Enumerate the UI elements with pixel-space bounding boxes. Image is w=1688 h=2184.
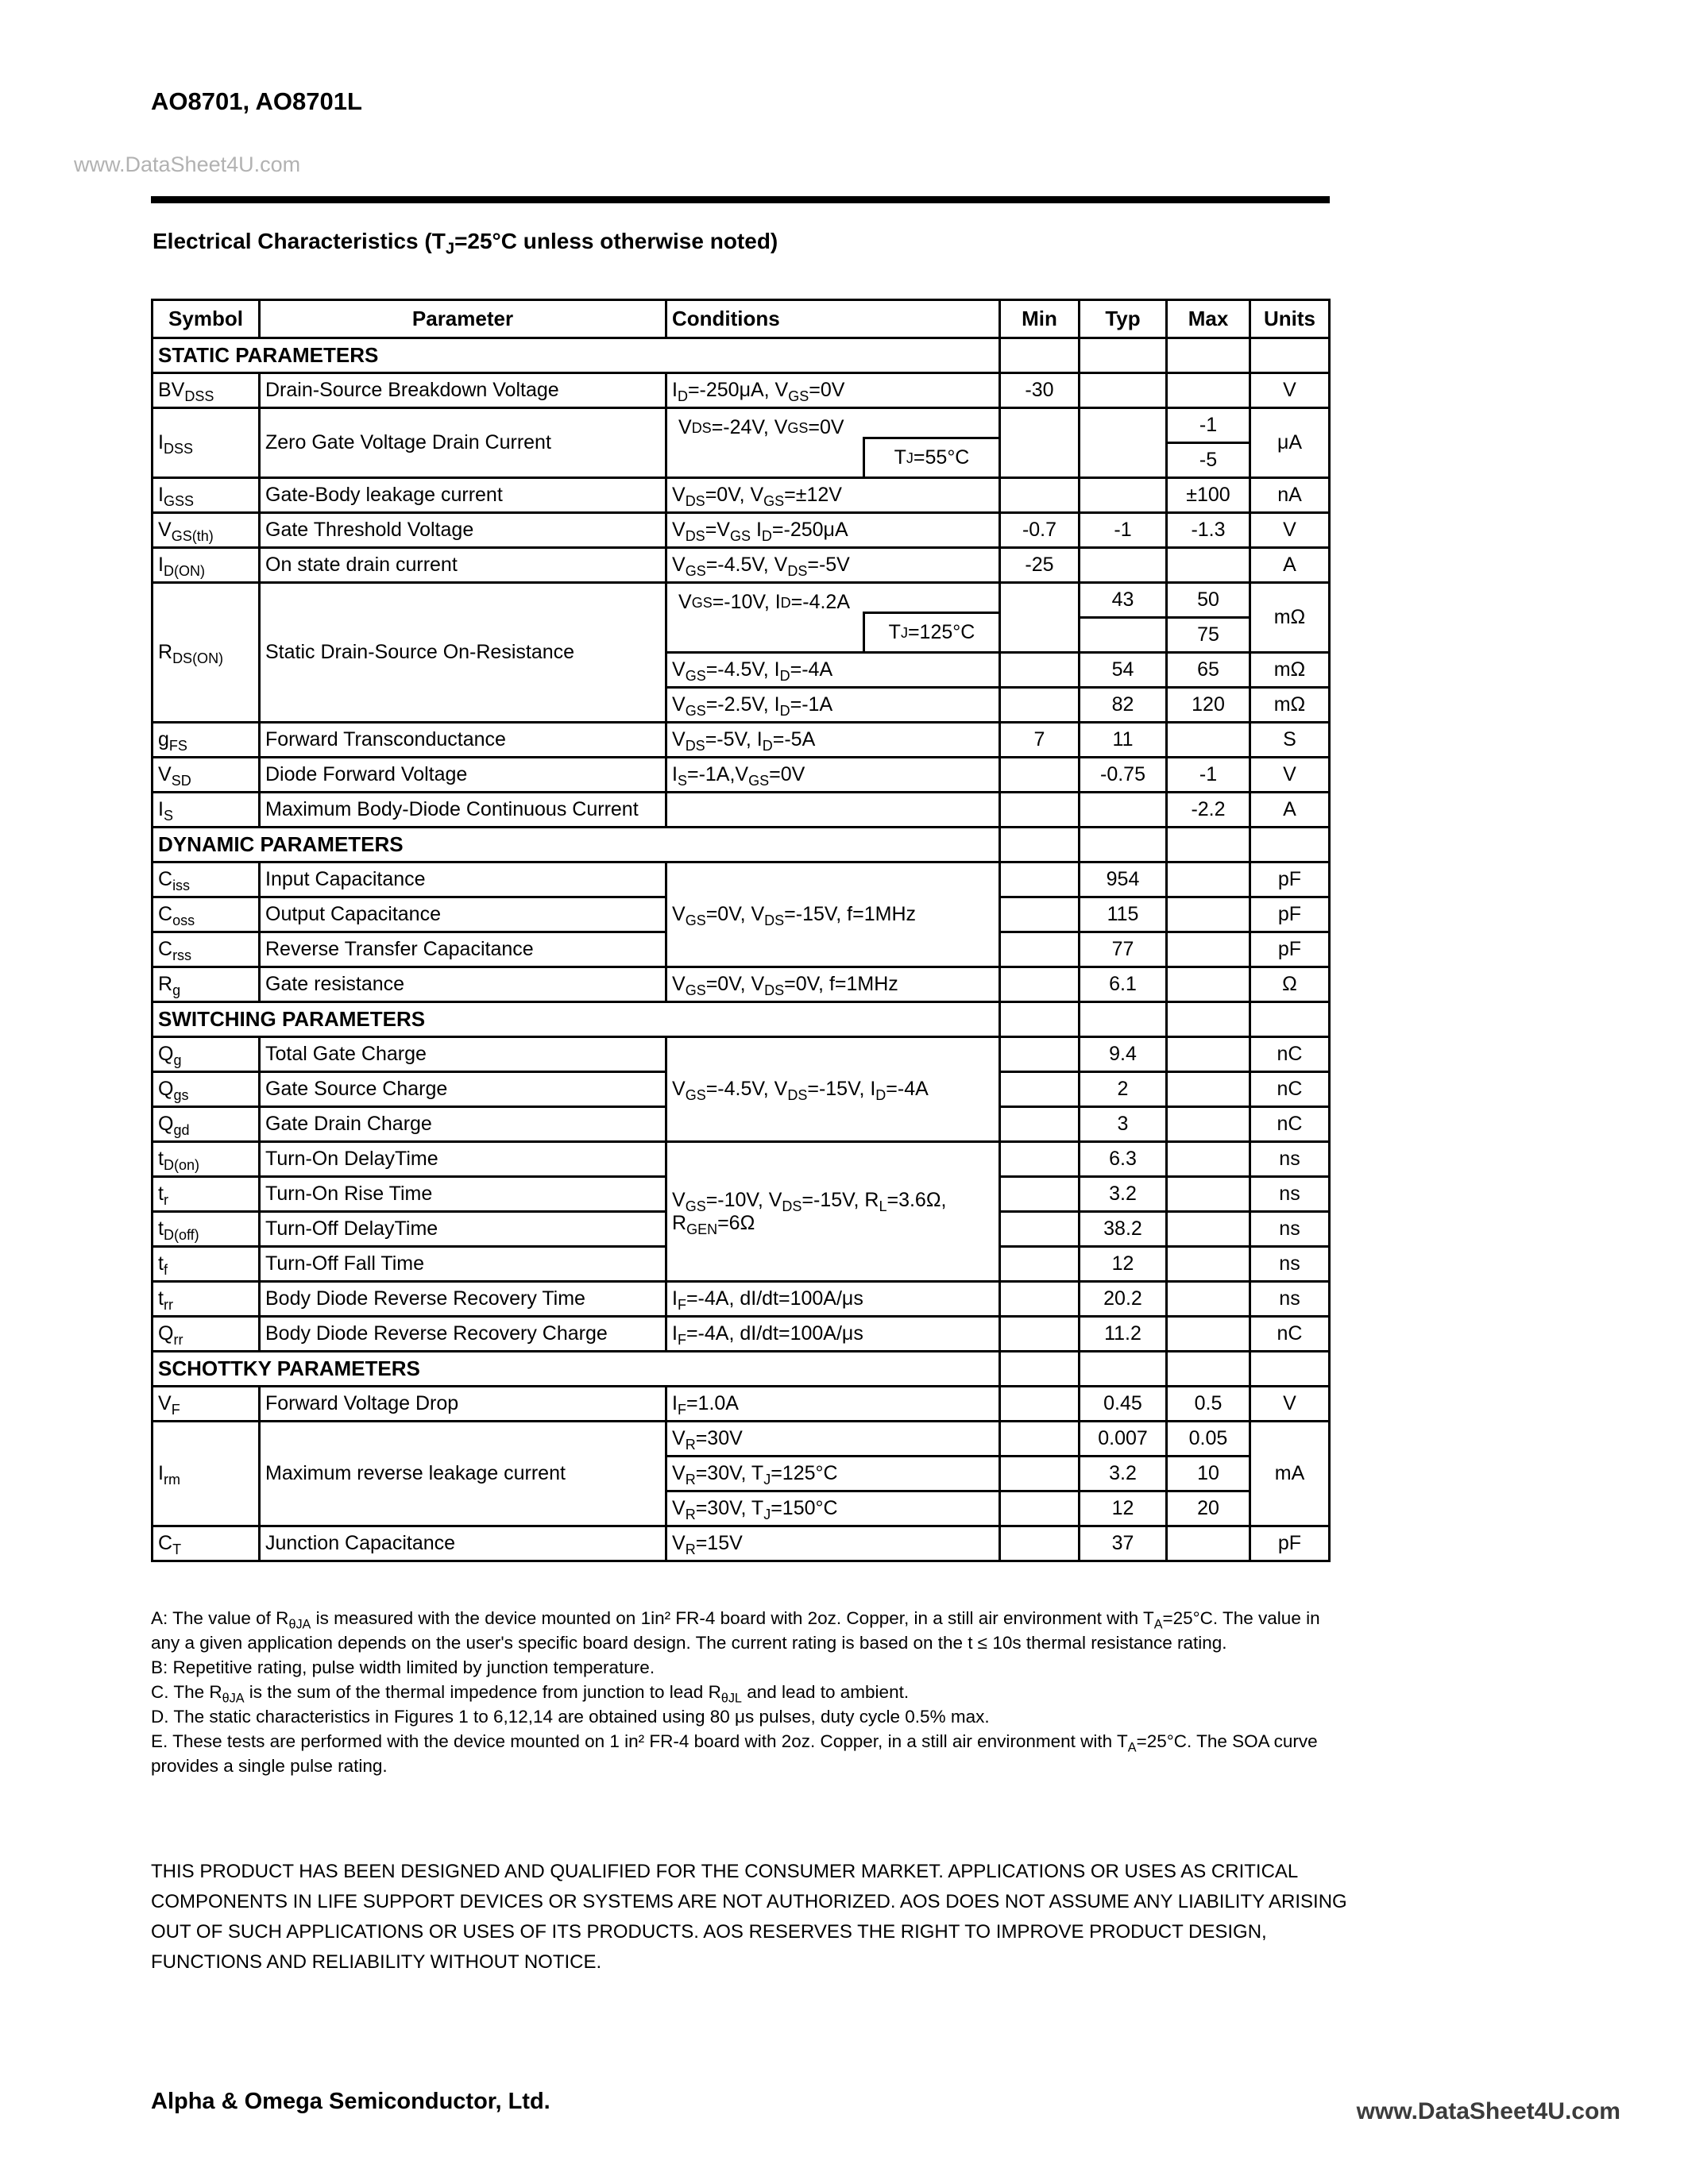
empty-cell	[1250, 1002, 1330, 1037]
min-cell	[1000, 478, 1080, 513]
cond-cell: $I_F=1.0A$	[666, 1387, 1000, 1422]
param-cell: On state drain current	[260, 548, 666, 583]
cond-cell: $V_{GS}=-4.5V$, $I_D=-4A$	[666, 653, 1000, 688]
cond-cell: $I_S=-1A,V_{GS}=0V$	[666, 758, 1000, 793]
cond-cell: $V_R=15V$	[666, 1526, 1000, 1561]
typ-cell: 115	[1080, 897, 1167, 932]
min-cell	[1000, 1142, 1080, 1177]
symbol-cell: $I_{D(ON)}$	[153, 548, 260, 583]
min-cell	[1000, 1317, 1080, 1352]
units-cell: V	[1250, 758, 1330, 793]
table-row	[153, 758, 1330, 793]
symbol-cell: $Q_{rr}$	[153, 1317, 260, 1352]
param-cell: Forward Transconductance	[260, 723, 666, 758]
units-cell: nA	[1250, 478, 1330, 513]
symbol-cell: $I_{rm}$	[153, 1422, 260, 1526]
symbol-cell: $C_T$	[153, 1526, 260, 1561]
min-cell	[1000, 1212, 1080, 1247]
max-cell	[1167, 1282, 1250, 1317]
typ-cell: 38.2	[1080, 1212, 1167, 1247]
symbol-cell: $t_{rr}$	[153, 1282, 260, 1317]
min-cell	[1000, 1247, 1080, 1282]
typ-cell: 3	[1080, 1107, 1167, 1142]
empty-cell	[1000, 1002, 1080, 1037]
min-cell	[1000, 897, 1080, 932]
units-cell: nC	[1250, 1107, 1330, 1142]
empty-cell	[1167, 1002, 1250, 1037]
cond-line: V DS =-24V, V GS =0V	[678, 416, 844, 438]
max-cell: -5	[1167, 443, 1250, 478]
typ-cell: 11.2	[1080, 1317, 1167, 1352]
cond-cell: $I_F=-4A$, dI/dt=100A/μs	[666, 1317, 1000, 1352]
cond-cell: $V_{DS}=V_{GS}$ $I_D=-250\mu A$	[666, 513, 1000, 548]
section-heading: Electrical Characteristics ($T_J=25^\circ C$ unless otherwise noted)	[153, 229, 778, 258]
footnote-a: A: The value of $R_{\theta JA}$ is measured with the device mounted on 1in² FR-4 board with 2oz. Copper, in a still air environment with $T_A=25^\circ C$. The value in any a given application depends on the user's specific board design. The current rating is based on the t ≤ 10s thermal resistance rating.	[151, 1608, 1320, 1653]
symbol-cell: $t_r$	[153, 1177, 260, 1212]
max-cell	[1167, 1247, 1250, 1282]
max-cell	[1167, 1037, 1250, 1072]
empty-cell	[1000, 338, 1080, 373]
units-cell: pF	[1250, 932, 1330, 967]
empty-cell	[1250, 1352, 1330, 1387]
units-cell: V	[1250, 1387, 1330, 1422]
units-cell: ns	[1250, 1177, 1330, 1212]
typ-cell	[1080, 548, 1167, 583]
section-title: DYNAMIC PARAMETERS	[153, 828, 1000, 862]
section-title: SCHOTTKY PARAMETERS	[153, 1352, 1000, 1387]
table-row	[153, 1282, 1330, 1317]
max-cell: 10	[1167, 1457, 1250, 1491]
param-cell: Zero Gate Voltage Drain Current	[260, 408, 666, 478]
empty-cell	[1000, 1352, 1080, 1387]
symbol-cell: $Q_{gs}$	[153, 1072, 260, 1107]
param-cell: Reverse Transfer Capacitance	[260, 932, 666, 967]
symbol-cell: $BV_{DSS}$	[153, 373, 260, 408]
footnote-d: D. The static characteristics in Figures 1 to 6,12,14 are obtained using 80 μs pulses, duty cycle 0.5% max.	[151, 1707, 990, 1727]
param-cell: Drain-Source Breakdown Voltage	[260, 373, 666, 408]
units-cell: ns	[1250, 1142, 1330, 1177]
units-cell: ns	[1250, 1282, 1330, 1317]
min-cell	[1000, 758, 1080, 793]
symbol-cell: $V_{GS(th)}$	[153, 513, 260, 548]
cond-cell: $I_F=-4A$, dI/dt=100A/μs	[666, 1282, 1000, 1317]
watermark-top: www.DataSheet4U.com	[74, 152, 301, 176]
units-cell: mΩ	[1250, 583, 1330, 653]
min-cell	[1000, 862, 1080, 897]
typ-cell: 12	[1080, 1491, 1167, 1526]
header-symbol: Symbol	[153, 300, 260, 338]
max-cell: 75	[1167, 618, 1250, 653]
typ-cell: 3.2	[1080, 1457, 1167, 1491]
min-cell	[1000, 1387, 1080, 1422]
param-cell: Turn-On DelayTime	[260, 1142, 666, 1177]
max-cell	[1167, 548, 1250, 583]
param-cell: Maximum reverse leakage current	[260, 1422, 666, 1526]
typ-cell: 77	[1080, 932, 1167, 967]
max-cell: ±100	[1167, 478, 1250, 513]
footnote-c: C. The $R_{\theta JA}$ is the sum of the thermal impedence from junction to lead $R_{\theta JL}$ and lead to ambient.	[151, 1682, 910, 1706]
units-cell: V	[1250, 373, 1330, 408]
param-cell: Turn-On Rise Time	[260, 1177, 666, 1212]
symbol-cell: $C_{iss}$	[153, 862, 260, 897]
param-cell: Body Diode Reverse Recovery Charge	[260, 1317, 666, 1352]
param-cell: Gate Drain Charge	[260, 1107, 666, 1142]
param-cell: Static Drain-Source On-Resistance	[260, 583, 666, 723]
cond-line: $R_{GEN}=6\Omega$	[672, 1211, 755, 1237]
footnotes	[151, 1606, 1350, 1778]
cond-subcell: T J =125°C	[863, 612, 999, 651]
cond-cell: $V_R=30V$, $T_J=125^\circ C$	[666, 1457, 1000, 1491]
header-units: Units	[1250, 300, 1330, 338]
max-cell	[1167, 1212, 1250, 1247]
table-row	[153, 1037, 1330, 1072]
min-cell	[1000, 1037, 1080, 1072]
units-cell: Ω	[1250, 967, 1330, 1002]
empty-cell	[1080, 1352, 1167, 1387]
footnote-e: E. These tests are performed with the device mounted on 1 in² FR-4 board with 2oz. Copper, in a still air environment with $T_A=25^\circ C$. The SOA curve provides a single pulse rating.	[151, 1731, 1318, 1776]
typ-cell: 54	[1080, 653, 1167, 688]
max-cell: 0.5	[1167, 1387, 1250, 1422]
typ-cell: 2	[1080, 1072, 1167, 1107]
max-cell: 120	[1167, 688, 1250, 723]
typ-cell	[1080, 408, 1167, 478]
typ-cell	[1080, 373, 1167, 408]
param-cell: Output Capacitance	[260, 897, 666, 932]
units-cell: pF	[1250, 897, 1330, 932]
max-cell: -2.2	[1167, 793, 1250, 828]
table-row	[153, 478, 1330, 513]
units-cell: nC	[1250, 1317, 1330, 1352]
cond-line: $V_{GS}=-10V$, $V_{DS}=-15V$, $R_L=3.6\Omega$,	[672, 1188, 947, 1214]
max-cell: 20	[1167, 1491, 1250, 1526]
cond-cell: $V_{GS}=0V$, $V_{DS}=0V$, f=1MHz	[666, 967, 1000, 1002]
min-cell	[1000, 793, 1080, 828]
table-row	[153, 1526, 1330, 1561]
cond-cell: $V_R=30V$, $T_J=150^\circ C$	[666, 1491, 1000, 1526]
table-row	[153, 967, 1330, 1002]
max-cell: -1	[1167, 408, 1250, 443]
symbol-cell: $t_{D(off)}$	[153, 1212, 260, 1247]
empty-cell	[1250, 828, 1330, 862]
typ-cell: 3.2	[1080, 1177, 1167, 1212]
typ-cell: 12	[1080, 1247, 1167, 1282]
table-row	[153, 548, 1330, 583]
footnote-b: B: Repetitive rating, pulse width limited by junction temperature.	[151, 1657, 655, 1677]
param-cell: Gate Source Charge	[260, 1072, 666, 1107]
symbol-cell: $R_g$	[153, 967, 260, 1002]
param-cell: Forward Voltage Drop	[260, 1387, 666, 1422]
max-cell: -1.3	[1167, 513, 1250, 548]
section-title: SWITCHING PARAMETERS	[153, 1002, 1000, 1037]
units-cell: mΩ	[1250, 653, 1330, 688]
symbol-cell: $C_{rss}$	[153, 932, 260, 967]
table-header-row	[153, 300, 1330, 338]
param-cell: Maximum Body-Diode Continuous Current	[260, 793, 666, 828]
cond-cell: $V_{DS}=-5V$, $I_D=-5A$	[666, 723, 1000, 758]
units-cell: pF	[1250, 862, 1330, 897]
units-cell: mA	[1250, 1422, 1330, 1526]
min-cell	[1000, 1177, 1080, 1212]
min-cell	[1000, 583, 1080, 653]
max-cell	[1167, 1526, 1250, 1561]
symbol-cell: $Q_{gd}$	[153, 1107, 260, 1142]
units-cell: pF	[1250, 1526, 1330, 1561]
cond-cell	[666, 408, 1000, 478]
cond-cell	[666, 583, 1000, 653]
min-cell	[1000, 1072, 1080, 1107]
symbol-cell: $V_F$	[153, 1387, 260, 1422]
max-cell	[1167, 1072, 1250, 1107]
symbol-cell: $V_{SD}$	[153, 758, 260, 793]
header-typ: Typ	[1080, 300, 1167, 338]
header-conditions: Conditions	[666, 300, 1000, 338]
symbol-cell: $t_{D(on)}$	[153, 1142, 260, 1177]
min-cell	[1000, 967, 1080, 1002]
product-title: AO8701, AO8701L	[151, 87, 362, 115]
typ-cell: 6.1	[1080, 967, 1167, 1002]
section-row	[153, 828, 1330, 862]
empty-cell	[1167, 1352, 1250, 1387]
symbol-cell: $g_{FS}$	[153, 723, 260, 758]
param-cell: Input Capacitance	[260, 862, 666, 897]
max-cell	[1167, 373, 1250, 408]
typ-cell	[1080, 618, 1167, 653]
cond-cell: $V_{GS}=-2.5V$, $I_D=-1A$	[666, 688, 1000, 723]
empty-cell	[1250, 338, 1330, 373]
typ-cell: -0.75	[1080, 758, 1167, 793]
param-cell: Diode Forward Voltage	[260, 758, 666, 793]
cond-cell: $V_{GS}=0V$, $V_{DS}=-15V$, f=1MHz	[666, 862, 1000, 967]
units-cell: nC	[1250, 1037, 1330, 1072]
min-cell	[1000, 1457, 1080, 1491]
symbol-cell: $I_{DSS}$	[153, 408, 260, 478]
param-cell: Gate Threshold Voltage	[260, 513, 666, 548]
max-cell: -1	[1167, 758, 1250, 793]
cond-cell: $V_{GS}=-4.5V$, $V_{DS}=-5V$	[666, 548, 1000, 583]
param-cell: Turn-Off DelayTime	[260, 1212, 666, 1247]
divider-rule	[151, 196, 1330, 203]
table-row	[153, 862, 1330, 897]
table-row	[153, 1422, 1330, 1457]
max-cell	[1167, 967, 1250, 1002]
empty-cell	[1080, 338, 1167, 373]
cond-line: V GS =-10V, I D =-4.2A	[678, 591, 851, 613]
empty-cell	[1167, 828, 1250, 862]
units-cell: S	[1250, 723, 1330, 758]
min-cell	[1000, 1526, 1080, 1561]
symbol-cell: $C_{oss}$	[153, 897, 260, 932]
units-cell: mΩ	[1250, 688, 1330, 723]
min-cell	[1000, 932, 1080, 967]
typ-cell	[1080, 793, 1167, 828]
empty-cell	[1080, 1002, 1167, 1037]
typ-cell: 0.007	[1080, 1422, 1167, 1457]
units-cell: ns	[1250, 1247, 1330, 1282]
max-cell	[1167, 723, 1250, 758]
typ-cell: 20.2	[1080, 1282, 1167, 1317]
table-row	[153, 723, 1330, 758]
max-cell: 50	[1167, 583, 1250, 618]
table-row	[153, 513, 1330, 548]
min-cell	[1000, 1282, 1080, 1317]
param-cell: Turn-Off Fall Time	[260, 1247, 666, 1282]
units-cell: ns	[1250, 1212, 1330, 1247]
cond-cell: $V_{GS}=-4.5V$, $V_{DS}=-15V$, $I_D=-4A$	[666, 1037, 1000, 1142]
max-cell	[1167, 862, 1250, 897]
symbol-cell: $t_f$	[153, 1247, 260, 1282]
header-parameter: Parameter	[260, 300, 666, 338]
header-min: Min	[1000, 300, 1080, 338]
cond-cell: $V_{DS}=0V$, $V_{GS}=\pm 12V$	[666, 478, 1000, 513]
table-row	[153, 408, 1330, 443]
param-cell: Junction Capacitance	[260, 1526, 666, 1561]
param-cell: Gate-Body leakage current	[260, 478, 666, 513]
max-cell	[1167, 1177, 1250, 1212]
max-cell: 65	[1167, 653, 1250, 688]
max-cell	[1167, 897, 1250, 932]
section-title: STATIC PARAMETERS	[153, 338, 1000, 373]
units-cell: A	[1250, 793, 1330, 828]
cond-cell: $I_D=-250\mu A$, $V_{GS}=0V$	[666, 373, 1000, 408]
typ-cell: 37	[1080, 1526, 1167, 1561]
section-row	[153, 338, 1330, 373]
typ-cell: 0.45	[1080, 1387, 1167, 1422]
section-row	[153, 1352, 1330, 1387]
typ-cell: 954	[1080, 862, 1167, 897]
disclaimer-text: THIS PRODUCT HAS BEEN DESIGNED AND QUALIFIED FOR THE CONSUMER MARKET. APPLICATIONS OR USES AS CRITICAL COMPONENTS IN LIFE SUPPORT DEVICES OR SYSTEMS ARE NOT AUTHORIZED. AOS DOES NOT ASSUME ANY LIABILITY ARISING OUT OF SUCH APPLICATIONS OR USES OF ITS PRODUCTS. AOS RESERVES THE RIGHT TO IMPROVE PRODUCT DESIGN, FUNCTIONS AND RELIABILITY WITHOUT NOTICE.	[151, 1861, 1347, 1973]
table-row	[153, 1387, 1330, 1422]
min-cell	[1000, 688, 1080, 723]
header-max: Max	[1167, 300, 1250, 338]
param-cell: Total Gate Charge	[260, 1037, 666, 1072]
min-cell	[1000, 653, 1080, 688]
typ-cell: -1	[1080, 513, 1167, 548]
param-cell: Body Diode Reverse Recovery Time	[260, 1282, 666, 1317]
units-cell: V	[1250, 513, 1330, 548]
typ-cell: 6.3	[1080, 1142, 1167, 1177]
min-cell: -25	[1000, 548, 1080, 583]
typ-cell: 11	[1080, 723, 1167, 758]
param-cell: Gate resistance	[260, 967, 666, 1002]
max-cell	[1167, 1142, 1250, 1177]
symbol-cell: $I_{GSS}$	[153, 478, 260, 513]
units-cell: nC	[1250, 1072, 1330, 1107]
min-cell	[1000, 1107, 1080, 1142]
table-row	[153, 583, 1330, 618]
watermark-bottom: www.DataSheet4U.com	[1356, 2098, 1620, 2124]
typ-cell: 9.4	[1080, 1037, 1167, 1072]
min-cell: -30	[1000, 373, 1080, 408]
units-cell: μA	[1250, 408, 1330, 478]
typ-cell	[1080, 478, 1167, 513]
max-cell	[1167, 1107, 1250, 1142]
symbol-cell: $I_S$	[153, 793, 260, 828]
max-cell: 0.05	[1167, 1422, 1250, 1457]
table-row	[153, 373, 1330, 408]
typ-cell: 82	[1080, 688, 1167, 723]
min-cell	[1000, 408, 1080, 478]
cond-subcell: T J =55°C	[863, 437, 999, 477]
cond-cell	[666, 1142, 1000, 1282]
min-cell: -0.7	[1000, 513, 1080, 548]
section-row	[153, 1002, 1330, 1037]
cond-cell: $V_R=30V$	[666, 1422, 1000, 1457]
empty-cell	[1167, 338, 1250, 373]
electrical-characteristics-table	[151, 299, 1331, 1562]
max-cell	[1167, 1317, 1250, 1352]
symbol-cell: $Q_g$	[153, 1037, 260, 1072]
max-cell	[1167, 932, 1250, 967]
units-cell: A	[1250, 548, 1330, 583]
cond-cell	[666, 793, 1000, 828]
footer-company: Alpha & Omega Semiconductor, Ltd.	[151, 2089, 550, 2114]
empty-cell	[1080, 828, 1167, 862]
table-row	[153, 793, 1330, 828]
empty-cell	[1000, 828, 1080, 862]
min-cell	[1000, 1422, 1080, 1457]
min-cell: 7	[1000, 723, 1080, 758]
table-row	[153, 1317, 1330, 1352]
symbol-cell: $R_{DS(ON)}$	[153, 583, 260, 723]
typ-cell: 43	[1080, 583, 1167, 618]
min-cell	[1000, 1491, 1080, 1526]
table-row	[153, 1142, 1330, 1177]
